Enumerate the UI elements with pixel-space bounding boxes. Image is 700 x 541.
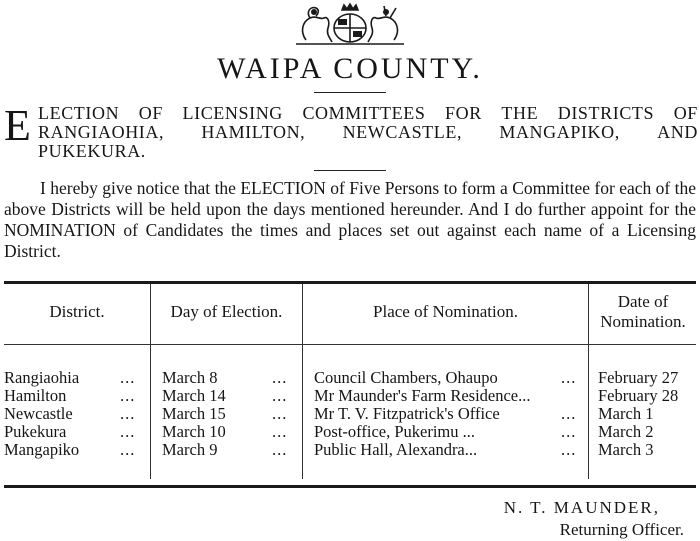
cell-place: Mr Maunder's Farm Residence...: [314, 386, 531, 405]
heading-word: LICENSING: [182, 103, 283, 123]
heading-word: COMMITTEES: [302, 103, 426, 123]
heading-rule: [314, 170, 386, 171]
cell-day: March 15: [162, 404, 226, 423]
heading-line-2: [38, 123, 698, 142]
heading-word: HAMILTON,: [201, 122, 306, 142]
col-header-date-line: Nomination.: [600, 312, 686, 331]
cell-place: Mr T. V. Fitzpatrick's Office: [314, 404, 500, 423]
cell-day: March 14: [162, 386, 226, 405]
table-bottom-rule: [4, 485, 696, 488]
leader-dots: ...: [120, 368, 136, 387]
notice-title: WAIPA COUNTY.: [217, 52, 483, 85]
notice-heading: [38, 104, 698, 161]
notice-paragraph: I hereby give notice that the ELECTION of Five Persons to form a Committee for each of the above Districts will be held upon the days mentioned hereunder. And I do further appoint for the NOMINATION of Candidates the times and places set out against each name of a Licensing District.: [4, 178, 696, 261]
leader-dots: ...: [120, 386, 136, 405]
heading-word: NEWCASTLE,: [342, 122, 463, 142]
title-rule: [314, 92, 386, 93]
table-header-rule: [4, 344, 696, 345]
table-row: [0, 369, 700, 387]
cell-date: March 2: [598, 422, 654, 441]
cell-day: March 10: [162, 422, 226, 441]
heading-word: OF: [673, 103, 698, 123]
leader-dots: ...: [272, 440, 288, 459]
col-header-day: Day of Election.: [170, 302, 283, 321]
table-top-rule: [4, 281, 696, 284]
heading-word: LECTION: [38, 103, 120, 123]
cell-district: Hamilton: [4, 386, 67, 405]
signatory-title: Returning Officer.: [559, 520, 684, 539]
cell-day: March 8: [162, 368, 218, 387]
cell-district: Rangiaohia: [4, 368, 80, 387]
leader-dots: ...: [561, 404, 577, 423]
leader-dots: ...: [120, 404, 136, 423]
cell-place: Post-office, Pukerimu ...: [314, 422, 476, 441]
heading-line-1: [38, 104, 698, 123]
leader-dots: ...: [272, 386, 288, 405]
drop-cap: E: [4, 101, 31, 150]
col-header-date-line: Date of: [617, 292, 669, 311]
leader-dots: ...: [120, 422, 136, 441]
cell-date: February 28: [598, 386, 679, 405]
cell-district: Newcastle: [4, 404, 73, 423]
heading-word: AND: [657, 122, 698, 142]
cell-place: Council Chambers, Ohaupo: [314, 368, 498, 387]
table-row: [0, 441, 700, 459]
cell-district: Mangapiko: [4, 440, 80, 459]
col-header-district: District.: [49, 302, 105, 321]
col-header-date: [589, 292, 697, 332]
leader-dots: ...: [272, 368, 288, 387]
col-header-place: Place of Nomination.: [373, 302, 518, 321]
heading-word: FOR: [445, 103, 482, 123]
heading-word: THE: [501, 103, 539, 123]
cell-district: Pukekura: [4, 422, 67, 441]
heading-word: MANGAPIKO,: [499, 122, 620, 142]
leader-dots: ...: [272, 422, 288, 441]
signatory-name: N. T. MAUNDER,: [503, 498, 660, 517]
notice-body: [4, 178, 696, 262]
leader-dots: ...: [561, 422, 577, 441]
coat-of-arms-icon: [286, 2, 414, 46]
cell-date: March 3: [598, 440, 654, 459]
heading-word: RANGIAOHIA,: [38, 122, 165, 142]
leader-dots: ...: [120, 440, 136, 459]
heading-line-3: [38, 142, 698, 161]
cell-day: March 9: [162, 440, 218, 459]
heading-word: DISTRICTS: [557, 103, 655, 123]
leader-dots: ...: [561, 368, 577, 387]
leader-dots: ...: [272, 404, 288, 423]
table-row: [0, 387, 700, 405]
table-row: [0, 423, 700, 441]
heading-word: PUKEKURA.: [38, 141, 146, 161]
table-row: [0, 405, 700, 423]
cell-place: Public Hall, Alexandra...: [314, 440, 478, 459]
cell-date: March 1: [598, 404, 654, 423]
leader-dots: ...: [561, 440, 577, 459]
heading-word: OF: [138, 103, 163, 123]
cell-date: February 27: [598, 368, 679, 387]
